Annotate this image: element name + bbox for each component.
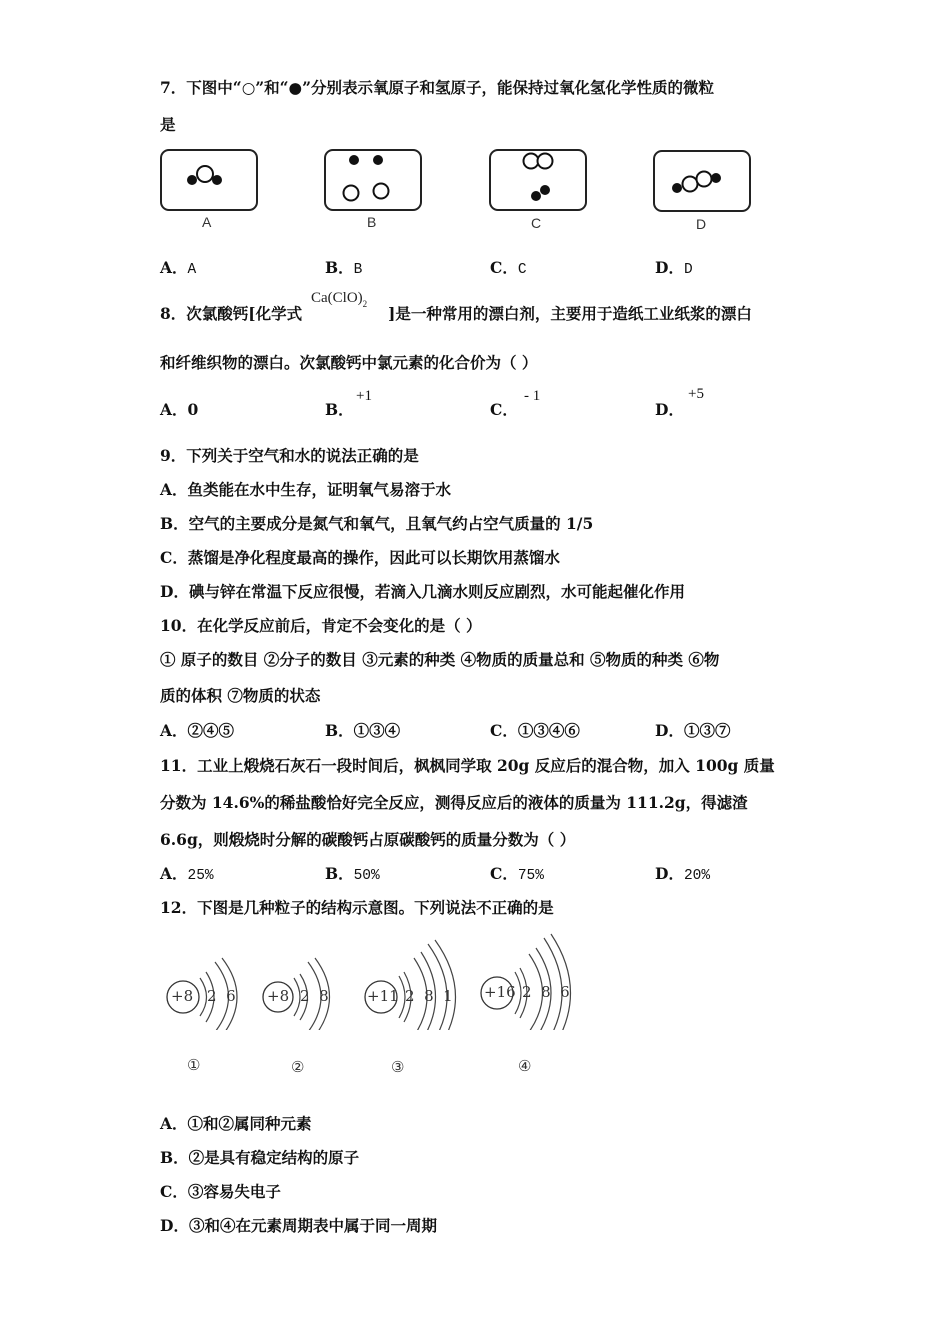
q12-p2-shells: 2 8 [300,987,329,1005]
q12-option-c[interactable]: C．③容易失电子 [160,1182,281,1201]
q7-option-c[interactable] [490,258,527,280]
q9-option-b[interactable]: B．空气的主要成分是氮气和氧气，且氧气约占空气质量的 1/5 [160,514,594,533]
q12-p1-nucleus: +8 [171,987,194,1005]
hydrogen-atom [187,175,197,185]
option-letter: C． [490,721,518,740]
q12-p2-nucleus: +8 [267,987,290,1005]
option-letter: B． [325,721,354,740]
q7-option-d[interactable] [655,258,693,280]
option-letter: B． [325,400,354,419]
oxygen-atom [697,172,712,187]
option-value: 50% [353,868,380,884]
option-value: 25% [187,868,214,884]
q8-option-d[interactable] [655,400,684,420]
oxygen-atom [197,166,213,182]
electron-shell-arc [435,940,456,1030]
q10-option-d[interactable] [655,721,730,741]
q10-items-line1: ① 原子的数目 ②分子的数目 ③元素的种类 ④物质的质量总和 ⑤物质的种类 ⑥物 [160,650,720,669]
option-value: A [187,262,197,278]
option-value: ①③④ [353,721,401,740]
q10-items-line2: 质的体积 ⑦物质的状态 [160,686,321,705]
q11-option-a[interactable] [160,864,214,886]
q7-figure-label-d: D [696,216,707,232]
hydrogen-atom [672,183,682,193]
q8-formula [311,290,367,307]
option-letter: D． [655,400,684,419]
oxygen-atom [344,186,359,201]
q10-option-c[interactable] [490,721,580,741]
q7-figure-label-c: C [531,215,542,231]
q12-p3-label: ③ [391,1058,405,1076]
option-value: 20% [683,868,711,884]
q7-stem-line2: 是 [160,115,176,134]
q8-option-b[interactable] [325,400,354,420]
q12-p3-shells: 2 8 1 [405,987,453,1005]
option-value: ①③④⑥ [517,721,580,740]
option-letter: A． [160,721,188,740]
q7-stem-line1: 7．下图中“○”和“●”分别表示氧原子和氢原子，能保持过氧化氢化学性质的微粒 [160,78,714,97]
option-letter: D． [655,258,684,277]
q12-option-b[interactable]: B．②是具有稳定结构的原子 [160,1148,360,1167]
q8-option-c[interactable] [490,400,518,420]
q10-stem: 10．在化学反应前后，肯定不会变化的是（ ） [160,616,482,635]
q8-stem-line2: 和纤维织物的漂白。次氯酸钙中氯元素的化合价为（ ） [160,353,538,372]
q8-option-c-value: - 1 [524,388,541,404]
option-value: C [517,262,527,278]
q12-p1-shells: 2 6 [207,987,236,1005]
electron-shell-arc [200,978,207,1016]
hydrogen-atom [540,185,550,195]
q11-option-d[interactable] [655,864,710,886]
hydrogen-atom [212,175,222,185]
q7-figure-label-a: A [202,214,212,230]
option-letter: B． [325,864,354,883]
q9-option-d[interactable]: D．碘与锌在常温下反应很慢，若滴入几滴水则反应剧烈，水可能起催化作用 [160,582,685,601]
q12-p1-label: ① [187,1056,201,1074]
option-letter: A． [160,864,188,883]
option-letter: C． [490,400,518,419]
hydrogen-atom [531,191,541,201]
oxygen-atom [538,154,553,169]
formula-subscript: 2 [362,299,368,309]
q8-stem-prefix: 8．次氯酸钙[化学式 [160,304,303,323]
q11-stem-line2: 分数为 14.6%的稀盐酸恰好完全反应，测得反应后的液体的质量为 111.2g，得滤渣 [160,793,748,812]
option-letter: D． [655,864,684,883]
option-value: D [683,262,693,278]
q12-stem: 12．下图是几种粒子的结构示意图。下列说法不正确的是 [160,898,554,917]
q8-option-a[interactable] [160,400,198,420]
q12-p3-nucleus: +11 [367,987,399,1005]
q10-option-b[interactable] [325,721,400,741]
q11-option-b[interactable] [325,864,380,886]
q12-p2-label: ② [291,1058,305,1076]
q7-option-a[interactable] [160,258,196,280]
q9-option-a[interactable]: A．鱼类能在水中生存，证明氧气易溶于水 [160,480,452,499]
option-value: ①③⑦ [683,721,731,740]
hydrogen-atom [373,155,383,165]
oxygen-atom [524,154,539,169]
q9-option-c[interactable]: C．蒸馏是净化程度最高的操作，因此可以长期饮用蒸馏水 [160,548,560,567]
q11-option-c[interactable] [490,864,544,886]
oxygen-atom [374,184,389,199]
hydrogen-atom [349,155,359,165]
electron-shell-arc [515,972,521,1014]
q10-option-a[interactable] [160,721,234,741]
q12-p4-nucleus: +16 [484,983,516,1001]
q7-option-b[interactable] [325,258,362,280]
option-letter: C． [490,864,518,883]
q8-option-d-value: +5 [688,386,704,402]
q12-option-a[interactable]: A．①和②属同种元素 [160,1114,312,1133]
oxygen-atom [683,177,698,192]
option-value: B [353,262,363,278]
q12-p4-shells: 2 8 6 [522,983,570,1001]
q12-p4-label: ④ [518,1057,532,1075]
hydrogen-atom [711,173,721,183]
q12-particle-diagrams [0,930,950,1030]
option-letter: A． [160,258,188,277]
q9-stem: 9．下列关于空气和水的说法正确的是 [160,446,419,465]
q11-stem-line1: 11．工业上煅烧石灰石一段时间后，枫枫同学取 20g 反应后的混合物，加入 100g 质量 [160,756,775,775]
option-letter: B． [325,258,354,277]
q7-figure-label-b: B [367,214,377,230]
option-letter: A． [160,400,188,419]
q11-stem-line3: 6.6g，则煅烧时分解的碳酸钙占原碳酸钙的质量分数为（ ） [160,830,576,849]
option-value: 75% [517,868,544,884]
option-letter: C． [490,258,518,277]
option-value: ②④⑤ [187,721,235,740]
option-letter: D． [655,721,684,740]
q12-option-d[interactable]: D．③和④在元素周期表中属于同一周期 [160,1216,437,1235]
q8-option-b-value: +1 [356,388,372,404]
q8-stem-suffix: ]是一种常用的漂白剂，主要用于造纸工业纸浆的漂白 [388,304,752,323]
formula-main: Ca(ClO) [311,290,363,306]
q7-molecule-diagrams [0,0,950,240]
option-value: 0 [187,400,199,419]
